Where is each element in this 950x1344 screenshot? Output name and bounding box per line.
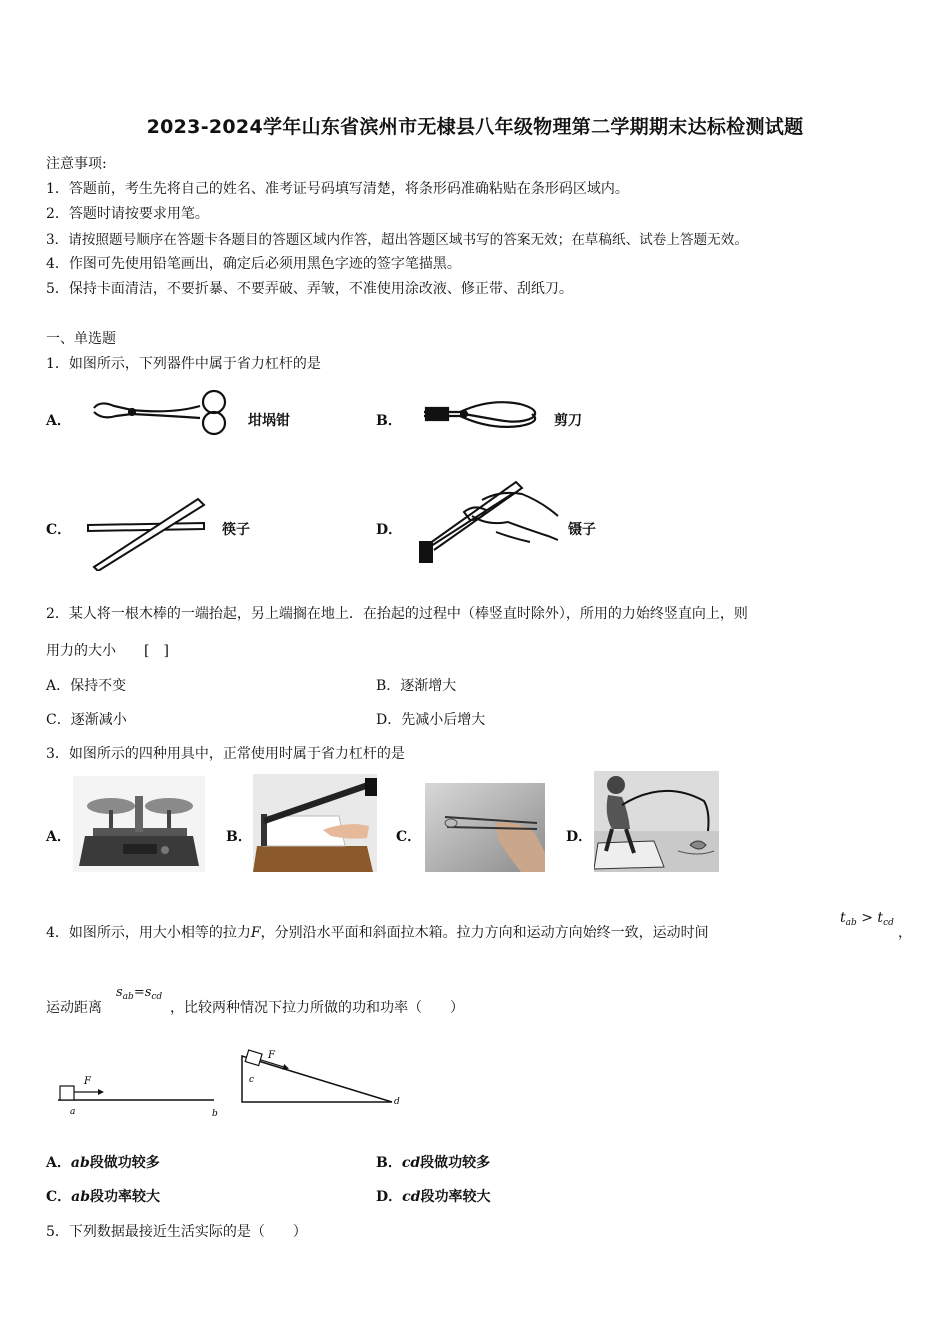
q1-option-c-letter: C． <box>46 522 72 538</box>
page-title: 2023-2024学年山东省滨州市无棣县八年级物理第二学期期末达标检测试题 <box>146 116 804 138</box>
t-cd-subscript: cd <box>883 918 894 928</box>
q3-option-c-letter: C． <box>396 829 422 845</box>
q4-option-b-var: cd <box>401 1155 421 1171</box>
q4-option-a-letter: A． <box>46 1155 71 1171</box>
q1-option-b-letter: B． <box>376 413 402 429</box>
crucible-tongs-icon <box>92 386 237 438</box>
q4-distance-label: 运动距离 <box>46 1000 102 1016</box>
time-inequality <box>840 910 894 928</box>
q4-option-c-letter: C． <box>46 1189 72 1205</box>
greater-than: > <box>856 910 878 926</box>
q2-option-c: C．逐渐减小 <box>46 712 127 728</box>
q4-option-c <box>46 1186 160 1206</box>
t-ab-subscript: ab <box>845 918 857 928</box>
question-4-stem <box>46 922 709 942</box>
q4-stem-tail: ，比较两种情况下拉力所做的功和功率（ ） <box>170 1000 464 1016</box>
question-1-stem: 1．如图所示，下列器件中属于省力杠杆的是 <box>46 356 321 372</box>
note-item: 3．请按照题号顺序在答题卡各题目的答题区域内作答，超出答题区域书写的答案无效；在草稿纸、试卷上答题无效。 <box>46 232 748 248</box>
q4-option-b <box>376 1152 490 1172</box>
point-b-label: b <box>212 1109 218 1119</box>
q3-option-a-letter: A． <box>46 829 71 845</box>
t-ab-symbol: t <box>840 910 846 926</box>
balance-scale-icon <box>73 776 205 872</box>
incline-force-label: F <box>268 1050 275 1061</box>
horizontal-plane-diagram <box>54 1068 224 1120</box>
question-2-stem-cont: 用力的大小 [ ] <box>46 643 169 659</box>
question-5-stem: 5．下列数据最接近生活实际的是（ ） <box>46 1224 307 1240</box>
t-cd-symbol: t <box>877 910 884 926</box>
paper-cutter-icon <box>253 774 377 872</box>
q4-option-b-text: 段做功较多 <box>420 1155 491 1171</box>
q1-option-b-label: 剪刀 <box>554 413 582 429</box>
q4-option-a-var: ab <box>70 1155 90 1171</box>
q4-option-c-text: 段功率较大 <box>90 1189 161 1205</box>
force-symbol: F <box>250 925 261 941</box>
q1-option-a-label: 坩埚钳 <box>248 413 290 429</box>
distance-equality <box>116 985 162 1002</box>
equals: = <box>133 985 145 1000</box>
question-2-stem: 2．某人将一根木棒的一端抬起，另上端搁在地上．在抬起的过程中（棒竖直时除外），所用的力始终竖直向上，则 <box>46 606 748 622</box>
q4-option-a <box>46 1152 160 1172</box>
s-cd-symbol: s <box>144 985 152 1000</box>
q3-option-d-letter: D． <box>566 829 593 845</box>
point-d-label: d <box>394 1097 400 1107</box>
note-item: 5．保持卡面清洁，不要折暴、不要弄破、弄皱，不准使用涂改液、修正带、刮纸刀。 <box>46 281 573 297</box>
s-ab-subscript: ab <box>122 992 134 1002</box>
q1-option-d-letter: D． <box>376 522 403 538</box>
q4-option-b-letter: B． <box>376 1155 402 1171</box>
q1-option-c-label: 筷子 <box>222 522 250 538</box>
incline-diagram <box>236 1046 406 1116</box>
q4-option-c-var: ab <box>71 1189 91 1205</box>
scissors-icon <box>420 394 545 436</box>
q2-option-a: A．保持不变 <box>46 678 127 694</box>
q1-option-a-letter: A． <box>46 413 71 429</box>
q3-option-b-letter: B． <box>226 829 252 845</box>
question-3-stem: 3．如图所示的四种用具中，正常使用时属于省力杠杆的是 <box>46 746 405 762</box>
q4-option-d-var: cd <box>402 1189 421 1205</box>
chopsticks-icon <box>86 495 208 571</box>
q4-option-d <box>376 1186 490 1206</box>
q4-option-d-text: 段功率较大 <box>420 1189 491 1205</box>
s-cd-subscript: cd <box>151 992 163 1002</box>
s-ab-symbol: s <box>116 985 123 1000</box>
tweezers-icon <box>412 476 560 568</box>
notes-heading: 注意事项: <box>46 156 107 172</box>
q4-stem-part: 4．如图所示，用大小相等的拉力 <box>46 925 251 941</box>
note-item: 1．答题前，考生先将自己的姓名、准考证号码填写清楚，将条形码准确粘贴在条形码区域内。 <box>46 181 629 197</box>
q4-stem-part: ，分别沿水平面和斜面拉木箱。拉力方向和运动方向始终一致，运动时间 <box>260 925 709 941</box>
section-heading: 一、单选题 <box>46 331 116 347</box>
q2-option-b: B．逐渐增大 <box>376 678 457 694</box>
force-label: F <box>84 1076 91 1087</box>
chopsticks-hand-icon <box>425 783 545 872</box>
comma: ， <box>898 925 912 941</box>
q1-option-d-label: 镊子 <box>568 522 596 538</box>
q4-option-a-text: 段做功较多 <box>89 1155 160 1171</box>
point-a-label: a <box>70 1107 76 1117</box>
fishing-rod-icon <box>594 771 719 872</box>
note-item: 4．作图可先使用铅笔画出，确定后必须用黑色字迹的签字笔描黑。 <box>46 256 461 272</box>
question-4-stem-line2 <box>46 997 102 1017</box>
point-c-label: c <box>249 1075 255 1085</box>
q4-option-d-letter: D． <box>376 1189 403 1205</box>
note-item: 2．答题时请按要求用笔。 <box>46 206 209 222</box>
q2-option-d: D．先减小后增大 <box>376 712 486 728</box>
